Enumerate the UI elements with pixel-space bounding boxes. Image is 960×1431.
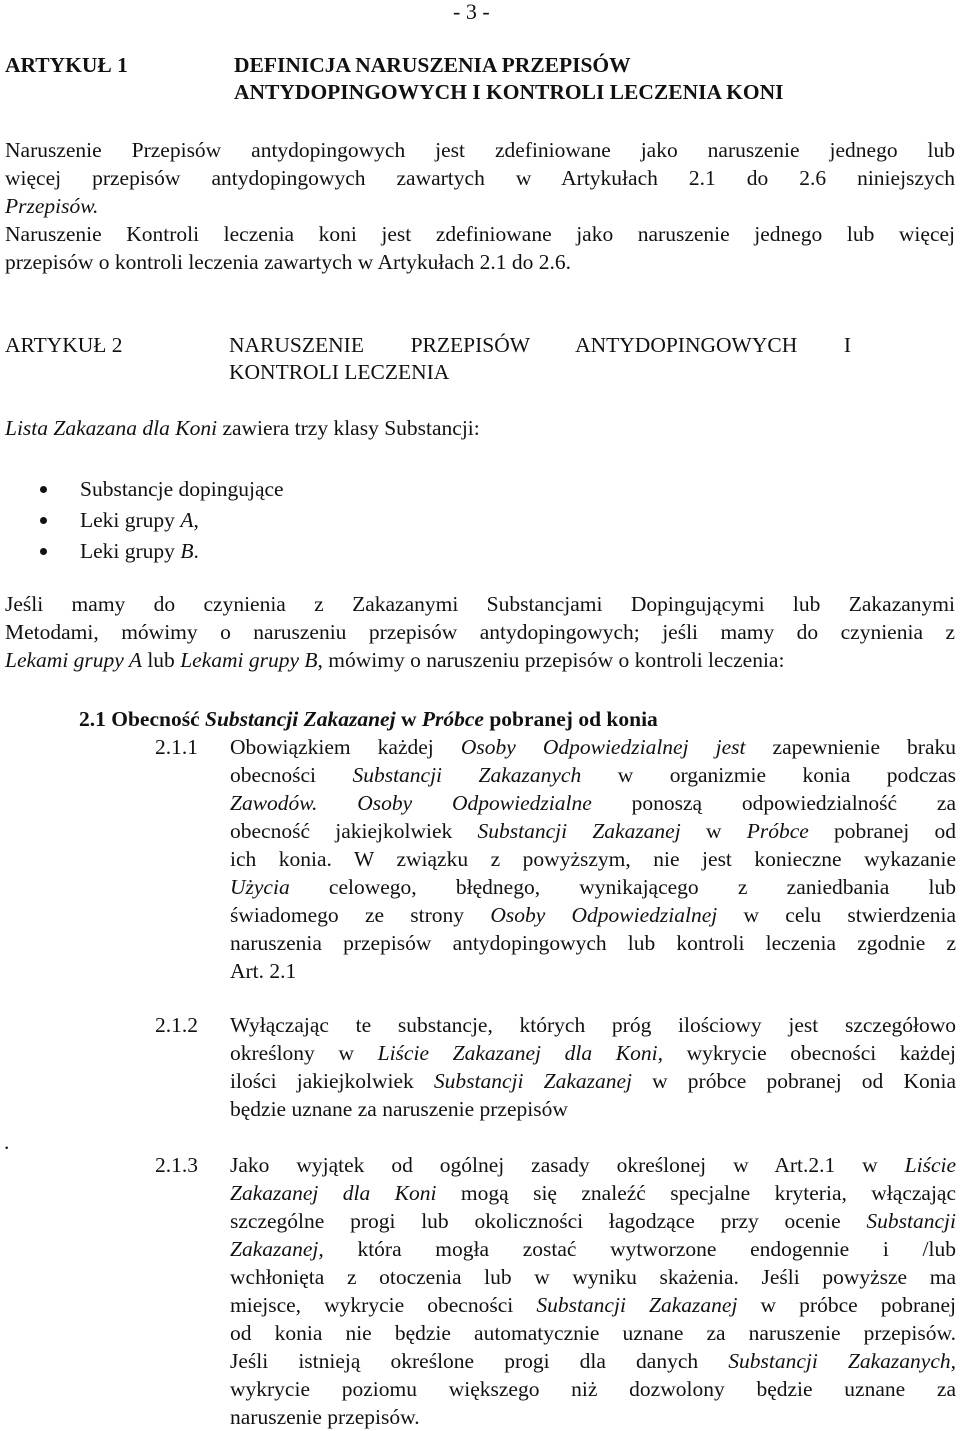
text-span: pobranej od konia [483,707,658,731]
text-line: Metodami, mówimy o naruszeniu przepisów antydopingowych; jeśli mamy do czynienia z [5,620,955,644]
text-span: szczególne progi lub okoliczności łagodzące przy ocenie [230,1209,867,1233]
bullet-icon [40,517,47,524]
text-line [230,1011,956,1039]
list-item [40,505,284,536]
text-span: ponoszą odpowiedzialność za [591,791,956,815]
text-span: od konia nie będzie automatycznie uznane za naruszenie przepisów. [230,1321,956,1345]
section-2-1-title [79,705,658,733]
text-span: miejsce, wykrycie obecności [230,1293,537,1317]
text-span: pobranej od [808,819,956,843]
text-line [230,929,956,957]
italic-term: Przepisów. [5,194,99,218]
text-line [230,1347,956,1375]
text-line [230,873,956,901]
text-span: która mogła zostać wytworzone endogennie i /lub [323,1237,956,1261]
italic-term: Próbce [421,707,484,731]
text-line [230,1235,956,1263]
text-span: świadomego ze strony [230,903,491,927]
text-line [230,957,956,985]
text-line: Jeśli mamy do czynienia z Zakazanymi Substancjami Dopingującymi lub Zakazanymi [5,592,955,616]
text-line [230,761,956,789]
text-span: wykrycie poziomu większego niż dozwolony będzie uznane za [230,1377,956,1401]
stray-dot: . [4,1130,10,1154]
text-span: , mówimy o naruszeniu przepisów o kontroli leczenia: [317,648,785,672]
text-span: w [680,819,747,843]
text-line [230,1263,956,1291]
text-line [230,1207,956,1235]
text-line: Naruszenie Kontroli leczenia koni jest zdefiniowane jako naruszenie jednego lub więcej [5,222,955,246]
text-span: w [395,707,422,731]
text-span: wchłonięta z otoczenia lub w wyniku skażenia. Jeśli powyższe ma [230,1265,956,1289]
article-1-title-line2: ANTYDOPINGOWYCH I KONTROLI LECZENIA KONI [234,80,784,104]
text-span: Wyłączając te substancje, których próg ilościowy jest szczegółowo [230,1013,956,1037]
text-line [230,1067,956,1095]
page-number: - 3 - [453,0,490,24]
article-2-paragraph [5,590,955,674]
text-line: przepisów o kontroli leczenia zawartych w Artykułach 2.1 do 2.6. [5,250,571,274]
item-number: 2.1.1 [155,735,198,759]
italic-term: Lekami grupy B [180,648,318,672]
item-2-1-2-body [230,1011,956,1123]
italic-term: Zawodów. Osoby Odpowiedzialne [230,791,592,815]
italic-term: Substancji Zakazanej [536,1293,738,1317]
text-line [230,845,956,873]
article-1-paragraph-2 [5,220,955,276]
article-2-title-line2: KONTROLI LECZENIA [229,360,450,384]
text-span: Jako wyjątek od ogólnej zasady określonej w Art.2.1 w [230,1153,905,1177]
item-2-1-3-body [230,1151,956,1431]
bullet-icon [40,486,47,493]
item-2-1-1-body [230,733,956,985]
text-line [5,192,955,220]
italic-term: Substancji [866,1209,956,1233]
italic-term: Lista Zakazana dla Koni [5,416,218,440]
text-span: mogą się znaleźć specjalne kryteria, włączając [436,1181,956,1205]
text-span: ilości jakiejkolwiek [230,1069,434,1093]
text-line [5,414,955,442]
italic-term: Osoby Odpowiedzialnej [490,903,718,927]
text-span: określony w [230,1041,378,1065]
list-item-text: Leki grupy [80,508,181,532]
italic-term: Substancji Zakazanej [433,1069,632,1093]
text-span: obecność jakiejkolwiek [230,819,478,843]
text-span: naruszenia przepisów antydopingowych lub kontroli leczenia zgodnie z [230,931,956,955]
list-item [40,474,284,505]
article-2-title-line1: NARUSZENIE PRZEPISÓW ANTYDOPINGOWYCH I [229,333,851,357]
italic-term: Zakazanej dla Koni [230,1181,437,1205]
italic-term: Liście Zakazanej dla Koni, [377,1041,663,1065]
text-span: w organizmie konia podczas [581,763,956,787]
text-line [230,1403,956,1431]
article-2-intro [5,414,955,442]
item-number: 2.1.2 [155,1013,198,1037]
article-1-title-line1: DEFINICJA NARUSZENIA PRZEPISÓW [234,53,631,77]
list-item [40,536,284,567]
bullet-icon [40,548,47,555]
text-span: Obowiązkiem każdej [230,735,461,759]
text-line [230,901,956,929]
text-span: w celu stwierdzenia [717,903,957,927]
text-line [230,817,956,845]
text-line [230,1375,956,1403]
text-line: więcej przepisów antydopingowych zawartych w Artykułach 2.1 do 2.6 niniejszych [5,166,955,190]
text-span: w próbce pobranej [737,1293,956,1317]
italic-term: Substancji Zakazanej [205,707,396,731]
substance-class-list [40,474,284,567]
text-line [230,1179,956,1207]
text-line [230,1151,956,1179]
article-1-label: ARTYKUŁ 1 [5,53,128,77]
text-span: ich konia. W związku z powyższym, nie jest konieczne wykazanie [230,847,956,871]
item-number: 2.1.3 [155,1153,198,1177]
italic-term: Substancji Zakazanej [477,819,681,843]
text-span: Art. 2.1 [230,959,297,983]
italic-term: Lekami grupy A [5,648,142,672]
text-span: wykrycie obecności każdej [662,1041,956,1065]
italic-term: A [180,508,194,532]
article-2-label: ARTYKUŁ 2 [5,333,123,357]
text-line [230,789,956,817]
article-1-title [234,52,784,106]
text-span: obecności [230,763,353,787]
text-line [5,646,955,674]
italic-term: Substancji Zakazanych, [728,1349,956,1373]
text-span: będzie uznane za naruszenie przepisów [230,1097,568,1121]
text-span: Jeśli istnieją określone progi dla danych [230,1349,729,1373]
italic-term: Liście [904,1153,956,1177]
text-line [230,1291,956,1319]
text-line [230,1095,956,1123]
article-2-title [229,332,851,386]
article-1-paragraph-1 [5,136,955,220]
text-span: naruszenie przepisów. [230,1405,420,1429]
text-span: zapewnienie braku [745,735,957,759]
text-span: 2.1 Obecność [79,707,206,731]
text-span: , [193,508,199,532]
list-item-text: Leki grupy [80,539,181,563]
text-span: lub [141,648,181,672]
text-span: . [193,539,199,563]
text-span: w próbce pobranej od Konia [632,1069,956,1093]
italic-term: Substancji Zakazanych [352,763,582,787]
text-line: Naruszenie Przepisów antydopingowych jest zdefiniowane jako naruszenie jednego lub [5,138,955,162]
text-span: celowego, błędnego, wynikającego z zaniedbania lub [289,875,956,899]
italic-term: Osoby Odpowiedzialnej jest [460,735,746,759]
list-item-text: Substancje dopingujące [80,477,284,501]
text-line [230,1319,956,1347]
text-line [230,1039,956,1067]
italic-term: Zakazanej, [230,1237,324,1261]
italic-term: Próbce [746,819,809,843]
italic-term: B [180,539,194,563]
text-span: zawiera trzy klasy Substancji: [217,416,480,440]
italic-term: Użycia [230,875,290,899]
text-line [230,733,956,761]
